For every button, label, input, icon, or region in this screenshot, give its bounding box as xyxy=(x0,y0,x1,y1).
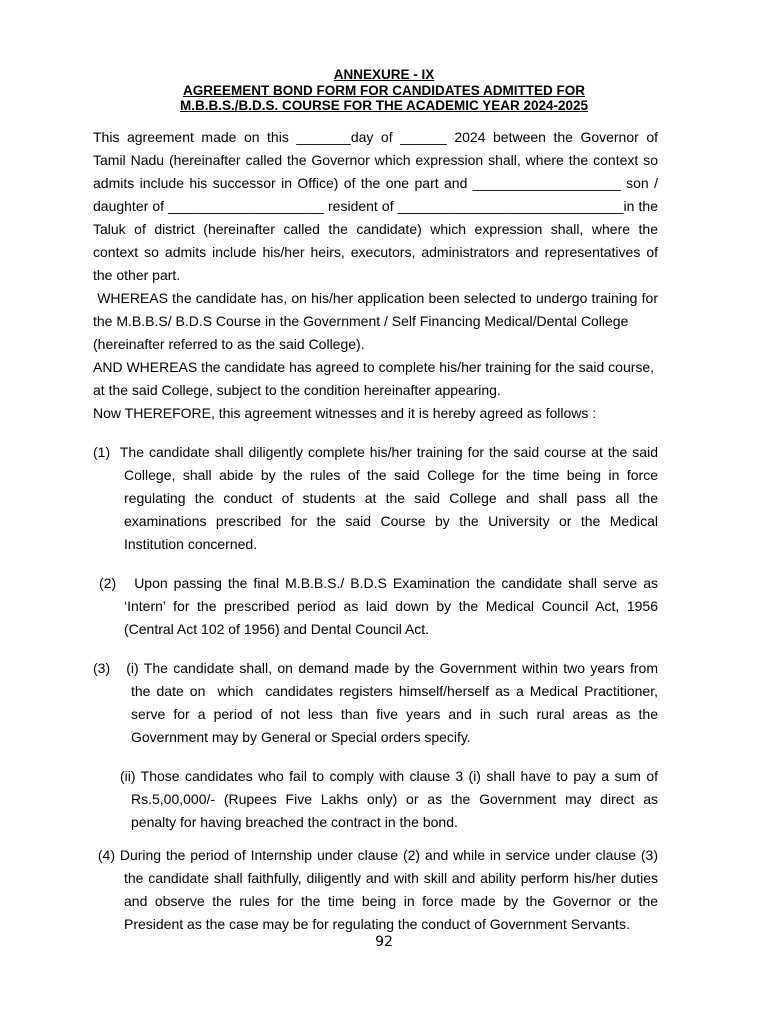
clause-4-line: the candidate shall faithfully, diligently and with skill and ability perform his/her duties xyxy=(124,870,658,886)
clause-3ii-line: (ii) Those candidates who fail to comply with clause 3 (i) shall have to pay a sum of xyxy=(120,768,658,784)
clause-1-line: College, shall abide by the rules of the said College for the time being in force xyxy=(124,467,658,483)
clause-3ii-line: penalty for having breached the contract in the bond. xyxy=(131,814,458,830)
clause-4-line: (4) During the period of Internship under clause (2) and while in service under clause (3) xyxy=(93,847,658,863)
page-number: 92 xyxy=(375,934,393,950)
clause-1-line: examinations prescribed for the said Course by the University or the Medical xyxy=(124,513,658,529)
and-whereas-line: at the said College, subject to the condition hereinafter appearing. xyxy=(93,382,501,398)
clause-3i-line: serve for a period of not less than five years and in such rural areas as the xyxy=(131,706,658,722)
intro-line: Taluk of district (hereinafter called the candidate) which expression shall, where the xyxy=(93,221,658,237)
clause-1-line: (1) The candidate shall diligently complete his/her training for the said course at the said xyxy=(93,444,658,460)
form-title-line-2: M.B.B.S./B.D.S. COURSE FOR THE ACADEMIC YEAR 2024-2025 xyxy=(179,98,589,113)
therefore-line: Now THEREFORE, this agreement witnesses and it is hereby agreed as follows : xyxy=(93,405,597,421)
clause-4-line: and observe the rules for the time being in force made by the Governor or the xyxy=(124,893,658,909)
form-title-line-1: AGREEMENT BOND FORM FOR CANDIDATES ADMITTED FOR xyxy=(183,83,585,98)
clause-4-line: President as the case may be for regulating the conduct of Government Servants. xyxy=(124,916,630,932)
clause-1-line: regulating the conduct of students at the said College and shall pass all the xyxy=(124,490,658,506)
intro-line: daughter of ____________________ resident of _____________________________in the xyxy=(93,198,658,214)
intro-line: the other part. xyxy=(93,267,181,283)
whereas-line: WHEREAS the candidate has, on his/her application been selected to undergo training for xyxy=(93,290,658,306)
clause-3i-line: (3) (i) The candidate shall, on demand made by the Government within two years from xyxy=(93,660,658,676)
intro-line: admits include his successor in Office) of the one part and ___________________ son / xyxy=(93,175,658,191)
clause-1-line: Institution concerned. xyxy=(124,536,258,552)
clause-2-line: (Central Act 102 of 1956) and Dental Council Act. xyxy=(124,621,430,637)
and-whereas-line: AND WHEREAS the candidate has agreed to complete his/her training for the said course, xyxy=(93,359,655,375)
intro-line: context so admits include his/her heirs, executors, administrators and representatives of xyxy=(93,244,658,260)
clause-3i-line: the date on which candidates registers himself/herself as a Medical Practitioner, xyxy=(131,683,658,699)
clause-3i-line: Government may by General or Special orders specify. xyxy=(131,729,471,745)
whereas-line: the M.B.B.S/ B.D.S Course in the Government / Self Financing Medical/Dental College xyxy=(93,313,629,329)
clause-2-line: ‘Intern’ for the prescribed period as laid down by the Medical Council Act, 1956 xyxy=(124,598,658,614)
whereas-line: (hereinafter referred to as the said College). xyxy=(93,336,365,352)
clause-2-line: (2) Upon passing the final M.B.B.S./ B.D.S Examination the candidate shall serve as xyxy=(93,575,658,591)
intro-line: Tamil Nadu (hereinafter called the Governor which expression shall, where the context so xyxy=(93,152,658,168)
clause-3ii-line: Rs.5,00,000/- (Rupees Five Lakhs only) or as the Government may direct as xyxy=(131,791,658,807)
intro-line: This agreement made on this _______day of ______ 2024 between the Governor of xyxy=(93,129,658,145)
annexure-heading: ANNEXURE - IX xyxy=(333,67,435,82)
